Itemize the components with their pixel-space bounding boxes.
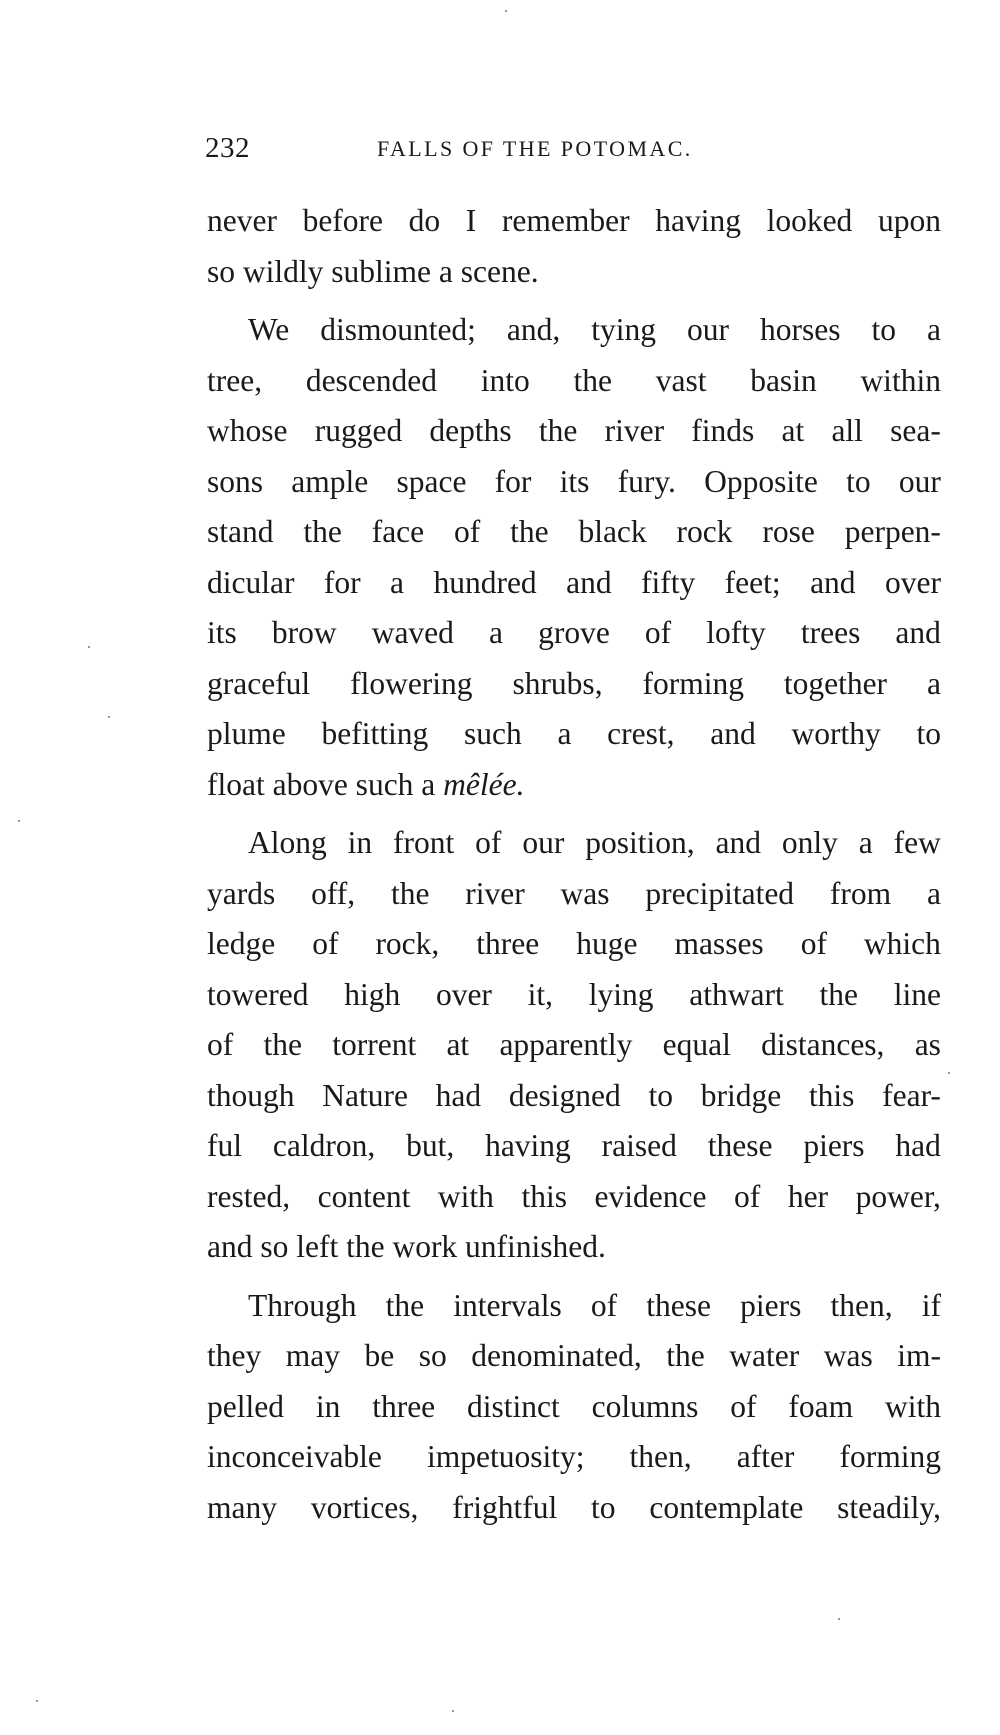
text-line (207, 970, 941, 1021)
word: for (323, 564, 361, 600)
text-line (207, 869, 941, 920)
word: this (521, 1178, 567, 1214)
word: with (884, 1388, 941, 1424)
word: caldron, (272, 1128, 376, 1163)
word: evidence (594, 1178, 707, 1214)
word: im- (897, 1338, 941, 1373)
word: its (559, 463, 590, 499)
word: but, (406, 1128, 455, 1163)
text-line (207, 457, 941, 508)
word: yards (207, 875, 276, 911)
text-line (207, 1071, 941, 1122)
word: of (454, 514, 481, 549)
text-line (207, 558, 941, 609)
body-text (207, 196, 941, 1537)
word: and (810, 564, 856, 600)
word: the (510, 514, 549, 549)
word: the (666, 1338, 705, 1373)
word: grove (538, 615, 610, 650)
word: basin (750, 362, 817, 398)
paragraph-3 (207, 818, 941, 1273)
text-line (207, 919, 941, 970)
paragraph-1 (207, 196, 941, 297)
word: front (393, 825, 455, 860)
word: towered (207, 976, 309, 1012)
word: off, (311, 875, 356, 911)
word: feet; (724, 564, 781, 600)
word: three (476, 926, 540, 961)
word: the (819, 976, 858, 1012)
text-line (207, 659, 941, 710)
word: remember (501, 203, 630, 238)
word: rock, (375, 926, 440, 961)
word: to (846, 463, 871, 499)
word: vast (655, 362, 707, 398)
word: of (644, 615, 672, 650)
text-line: and so left the work unfinished. (207, 1229, 606, 1264)
word: rock (676, 514, 733, 549)
word: sea- (890, 413, 941, 448)
word: do (408, 203, 441, 238)
word: piers (803, 1128, 865, 1163)
word: a (858, 825, 873, 860)
word: these (707, 1128, 773, 1163)
word: all (831, 413, 863, 448)
word: perpen- (844, 514, 941, 549)
word: river (604, 413, 665, 448)
word: fifty (641, 564, 696, 600)
word: having (485, 1128, 571, 1163)
word: frightful (452, 1489, 558, 1525)
italic-word: mêlée. (443, 766, 525, 802)
word: inconceivable (207, 1439, 382, 1474)
word: to (916, 716, 941, 751)
word: the (390, 875, 430, 911)
word: foam (788, 1388, 854, 1424)
running-head (205, 132, 940, 172)
word: her (787, 1178, 829, 1214)
word: piers (740, 1287, 802, 1323)
word: within (860, 362, 941, 398)
word: for (494, 463, 532, 499)
word: into (480, 362, 530, 398)
word: and (710, 716, 756, 751)
word: pelled (207, 1388, 284, 1424)
word: forming (839, 1439, 941, 1474)
word: our (522, 825, 565, 860)
word: this (808, 1077, 855, 1113)
word: worthy (791, 716, 881, 751)
word: these (646, 1287, 711, 1323)
word: I (465, 203, 477, 238)
word: face (371, 514, 425, 549)
word: few (893, 825, 941, 860)
word: Through (248, 1287, 357, 1323)
word: in (347, 825, 373, 860)
word: flowering (350, 665, 473, 701)
text-line (207, 356, 941, 407)
word: tree, (207, 362, 263, 398)
word: at (781, 413, 805, 448)
word: water (729, 1338, 800, 1373)
word: upon (877, 203, 941, 238)
text-line (207, 1483, 941, 1534)
word: lying (588, 976, 654, 1012)
text-line (207, 1020, 941, 1071)
word: bridge (700, 1077, 782, 1113)
word: masses (674, 926, 764, 961)
word: as (914, 1027, 941, 1062)
word: it, (527, 976, 554, 1012)
word: a (926, 875, 941, 911)
word: many (207, 1489, 277, 1525)
word: to (648, 1077, 674, 1113)
word: power, (855, 1178, 941, 1214)
text-line (207, 305, 941, 356)
word: dicular (207, 564, 295, 600)
word: huge (576, 926, 638, 961)
word: to (871, 312, 896, 347)
text-line: so wildly sublime a scene. (207, 253, 539, 289)
paragraph-4 (207, 1281, 941, 1534)
text-line (207, 818, 941, 869)
word: a (557, 716, 572, 751)
word: stand (207, 514, 274, 549)
word: had (895, 1128, 941, 1163)
word: plume (207, 716, 286, 751)
word: torrent (332, 1027, 417, 1062)
page-number: 232 (205, 132, 250, 164)
word: dismounted; (320, 312, 476, 347)
word: impetuosity; (426, 1439, 585, 1474)
word: depths (429, 413, 512, 448)
word: our (898, 463, 941, 499)
word: then, (830, 1287, 893, 1323)
text-line (207, 1331, 941, 1382)
word: precipitated (645, 875, 795, 911)
text-line (207, 1121, 941, 1172)
word: in (315, 1388, 341, 1424)
word: ful (207, 1128, 242, 1163)
word: Along (248, 825, 327, 860)
word: before (302, 203, 384, 238)
word: ample (291, 463, 369, 499)
text-line (207, 507, 941, 558)
word: of (475, 825, 502, 860)
word: the (538, 413, 578, 448)
text-line (207, 709, 941, 760)
text-line (207, 406, 941, 457)
word: rested, (207, 1178, 291, 1214)
word: brow (271, 615, 337, 650)
word: raised (601, 1128, 677, 1163)
word: and (715, 825, 761, 860)
word: tying (591, 312, 657, 347)
word: never (207, 203, 277, 238)
word: which (863, 926, 941, 961)
word: hundred (433, 564, 537, 600)
word: equal (662, 1027, 731, 1062)
word: our (687, 312, 730, 347)
word: may (285, 1338, 340, 1373)
word: contemplate (649, 1489, 804, 1525)
word: then, (629, 1439, 692, 1474)
word: crest, (607, 716, 675, 751)
word: and, (506, 312, 561, 347)
word: the (263, 1027, 302, 1062)
word: designed (508, 1077, 621, 1113)
word: fury. (617, 463, 676, 499)
word: rugged (314, 413, 403, 448)
word: a (926, 312, 941, 347)
word: the (385, 1287, 425, 1323)
word: with (437, 1178, 494, 1214)
paragraph-2 (207, 305, 941, 810)
word: distances, (761, 1027, 885, 1062)
word: forming (642, 665, 744, 701)
word: though (207, 1077, 295, 1113)
word: lofty (706, 615, 766, 650)
word: over (435, 976, 492, 1012)
word: over (884, 564, 941, 600)
word: river (465, 875, 525, 911)
word: Opposite (704, 463, 818, 499)
text-line (207, 1382, 941, 1433)
word: athwart (689, 976, 784, 1012)
word: three (372, 1388, 436, 1424)
word: shrubs, (512, 665, 603, 701)
text-line (207, 196, 941, 247)
word: was (823, 1338, 873, 1373)
word: space (396, 463, 467, 499)
text-line (207, 1432, 941, 1483)
word: columns (591, 1388, 699, 1424)
word: they (207, 1338, 262, 1373)
word: the (303, 514, 342, 549)
text-line (207, 1172, 941, 1223)
word: if (921, 1287, 941, 1323)
word: such (463, 716, 522, 751)
word: of (207, 1027, 234, 1062)
word: waved (371, 615, 454, 650)
word: black (578, 514, 647, 549)
word: the (573, 362, 612, 398)
word: horses (760, 312, 841, 347)
word: only (781, 825, 838, 860)
word: apparently (499, 1027, 633, 1062)
word: ledge (207, 926, 276, 961)
word: a (926, 665, 941, 701)
word: fear- (882, 1077, 941, 1113)
text-line (207, 1281, 941, 1332)
word: and (895, 615, 941, 650)
word: its (207, 615, 237, 650)
word: denominated, (471, 1338, 642, 1373)
word: distinct (467, 1388, 560, 1424)
word: and (566, 564, 612, 600)
word: of (730, 1388, 757, 1424)
word: descended (305, 362, 438, 398)
word: intervals (453, 1287, 562, 1323)
word: We (248, 312, 290, 347)
word: whose (207, 413, 288, 448)
word: was (560, 875, 610, 911)
word: a (390, 564, 405, 600)
word: sons (207, 463, 264, 499)
word: looked (766, 203, 853, 238)
word: from (829, 875, 892, 911)
word: rose (762, 514, 815, 549)
word: a (489, 615, 503, 650)
word: high (344, 976, 401, 1012)
word: of (734, 1178, 761, 1214)
word: to (591, 1489, 616, 1525)
word: of (800, 926, 827, 961)
word: having (655, 203, 741, 238)
word: trees (800, 615, 861, 650)
word: vortices, (310, 1489, 419, 1525)
running-title: FALLS OF THE POTOMAC. (377, 136, 693, 161)
word: graceful (207, 665, 311, 701)
word: together (783, 665, 888, 701)
word: befitting (321, 716, 429, 751)
word: line (893, 976, 941, 1012)
word: content (317, 1178, 411, 1214)
word: of (312, 926, 339, 961)
word: position, (585, 825, 695, 860)
text-line: float above such a mêlée. (207, 766, 525, 802)
word: steadily, (837, 1489, 941, 1525)
word: after (736, 1439, 795, 1474)
word: be (364, 1338, 395, 1373)
word: so (418, 1338, 447, 1373)
word: finds (691, 413, 755, 448)
word: had (435, 1077, 482, 1113)
text-line (207, 608, 941, 659)
word: Nature (322, 1077, 408, 1113)
word: of (590, 1287, 618, 1323)
word: at (446, 1027, 470, 1062)
